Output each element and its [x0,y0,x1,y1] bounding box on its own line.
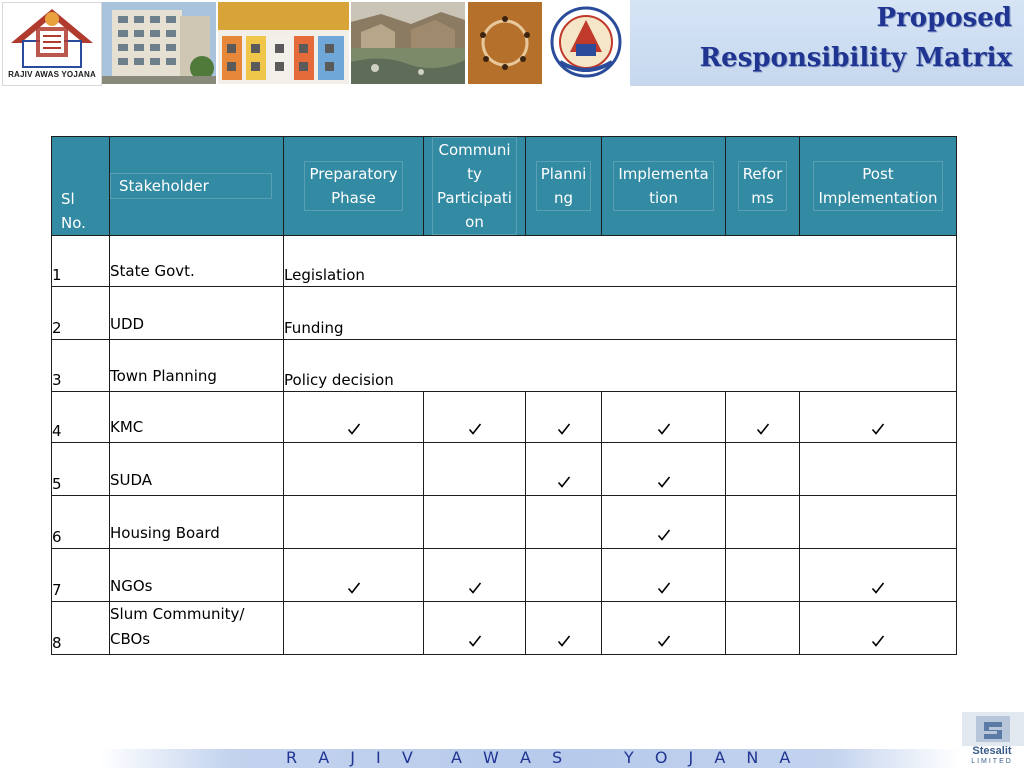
column-header-sl-no [52,137,110,236]
municipal-emblem [546,2,626,84]
row-stakeholder: UDD [110,287,284,340]
row-role: Funding [284,287,957,340]
colorful-houses-photo [218,2,349,84]
column-header-planning [526,137,602,236]
column-header-reforms [726,137,800,236]
column-header-label: Preparatory Phase [304,161,402,211]
tick-cell-preparatory-phase [284,392,424,443]
tick-cell-community-participation [424,443,526,496]
tick-cell-reforms [726,549,800,602]
row-sl-no: 6 [52,496,110,549]
footer-word-awas: A W A S [451,748,571,767]
slum-area-photo [351,2,465,84]
tick-cell-community-participation [424,496,526,549]
stesalit-logo-text: Stesalit [972,745,1012,757]
tick-cell-preparatory-phase [284,496,424,549]
checkmark-icon [657,422,671,436]
house-logo-icon [3,3,101,69]
checkmark-icon [756,422,770,436]
row-role: Policy decision [284,340,957,392]
row-sl-no: 4 [52,392,110,443]
table-row [52,602,957,655]
tick-cell-community-participation [424,602,526,655]
checkmark-icon [657,475,671,489]
tick-cell-post-implementation [800,602,957,655]
tick-cell-implementation [602,443,726,496]
tick-cell-implementation [602,392,726,443]
checkmark-icon [557,475,571,489]
table-row [52,443,957,496]
apartment-building-photo [102,2,216,84]
column-header-post-implementation [800,137,957,236]
responsibility-matrix-table [51,136,957,655]
checkmark-icon [468,634,482,648]
tick-cell-reforms [726,443,800,496]
header-banner [0,0,1024,86]
checkmark-icon [657,528,671,542]
column-header-label: Sl No. [52,187,86,235]
row-stakeholder: Slum Community/ CBOs [110,602,284,655]
emblem-icon [546,2,626,84]
row-stakeholder: State Govt. [110,236,284,287]
row-sl-no: 8 [52,602,110,655]
checkmark-icon [347,581,361,595]
row-sl-no: 2 [52,287,110,340]
row-stakeholder: KMC [110,392,284,443]
slide-title-line2: Responsibility Matrix [699,43,1012,73]
tick-cell-reforms [726,392,800,443]
tick-cell-preparatory-phase [284,443,424,496]
footer-word-yojana: Y O J A N A [624,748,799,767]
column-header-label: Post Implementation [813,161,942,211]
tick-cell-community-participation [424,392,526,443]
tick-cell-planning [526,496,602,549]
tick-cell-implementation [602,549,726,602]
checkmark-icon [871,634,885,648]
column-header-stakeholder [110,137,284,236]
tick-cell-preparatory-phase [284,602,424,655]
tick-cell-planning [526,602,602,655]
tick-cell-post-implementation [800,496,957,549]
tick-cell-planning [526,443,602,496]
row-stakeholder: SUDA [110,443,284,496]
table-row [52,549,957,602]
tick-cell-preparatory-phase [284,549,424,602]
row-sl-no: 3 [52,340,110,392]
tick-cell-planning [526,392,602,443]
row-stakeholder: Housing Board [110,496,284,549]
community-figures-photo [468,2,542,84]
checkmark-icon [657,581,671,595]
row-stakeholder: NGOs [110,549,284,602]
logo-caption: RAJIV AWAS YOJANA [8,70,96,79]
checkmark-icon [468,581,482,595]
column-header-label: Stakeholder [110,173,272,199]
column-header-preparatory-phase [284,137,424,236]
table-row [52,236,957,287]
column-header-label: Implementa tion [613,161,713,211]
row-sl-no: 7 [52,549,110,602]
checkmark-icon [347,422,361,436]
tick-cell-post-implementation [800,392,957,443]
column-header-implementation [602,137,726,236]
checkmark-icon [557,634,571,648]
tick-cell-reforms [726,602,800,655]
row-sl-no: 5 [52,443,110,496]
tick-cell-reforms [726,496,800,549]
column-header-community-participation [424,137,526,236]
table-row [52,340,957,392]
checkmark-icon [871,422,885,436]
column-header-label: Communi ty Participati on [432,137,517,235]
title-box [630,0,1024,86]
row-stakeholder: Town Planning [110,340,284,392]
rajiv-awas-yojana-logo [2,2,102,86]
checkmark-icon [557,422,571,436]
footer-word-rajiv: R A J I V [286,748,421,767]
row-sl-no: 1 [52,236,110,287]
tick-cell-community-participation [424,549,526,602]
table-row [52,392,957,443]
tick-cell-post-implementation [800,443,957,496]
column-header-label: Planni ng [536,161,592,211]
tick-cell-implementation [602,496,726,549]
table-header-row [52,137,957,236]
slide-title-line1: Proposed [876,3,1012,33]
column-header-label: Refor ms [738,161,788,211]
checkmark-icon [871,581,885,595]
table-row [52,496,957,549]
row-role: Legislation [284,236,957,287]
tick-cell-post-implementation [800,549,957,602]
checkmark-icon [657,634,671,648]
tick-cell-implementation [602,602,726,655]
stesalit-logo-subtext: LIMITED [971,758,1013,765]
tick-cell-planning [526,549,602,602]
table-row [52,287,957,340]
checkmark-icon [468,422,482,436]
